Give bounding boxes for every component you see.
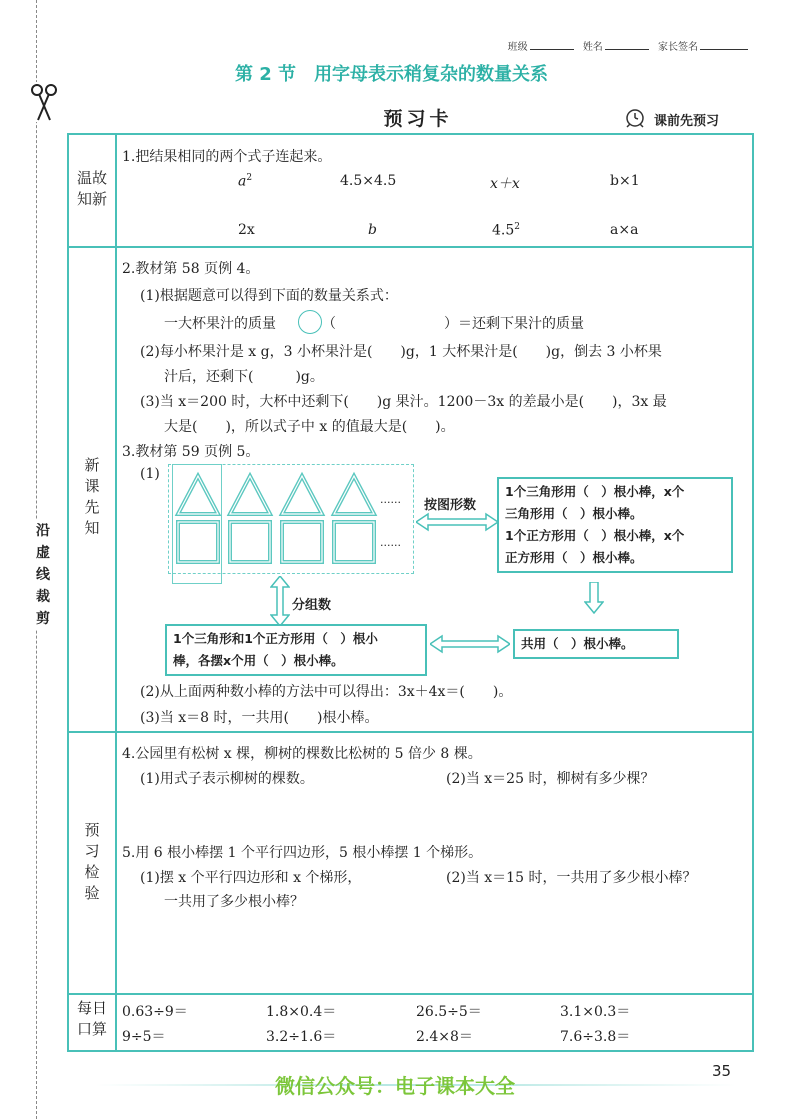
calc-item[interactable]: 7.6÷3.8＝ [560, 1029, 631, 1045]
class-blank[interactable] [530, 49, 574, 50]
expr-a-times-a[interactable]: a×a [610, 222, 639, 238]
triangle-2 [230, 476, 270, 514]
class-label: 班级 [507, 42, 528, 53]
question-2-1: (1)根据题意可以得到下面的数量关系式： [140, 288, 398, 304]
eq-paren-open[interactable]: （ [322, 316, 336, 332]
count-by-shape-box: 1个三角形用（ ）根小棒，x个 三角形用（ ）根小棒。 1个正方形用（ ）根小棒，x个 正方形用（ ）根小棒。 [497, 477, 733, 573]
name-blank[interactable] [605, 49, 649, 50]
question-2-3-line1: (3)当 x＝200 时，大杯中还剩下( )g 果汁。1200－3x 的差最小是( )，3x 最 [140, 394, 667, 410]
expr-2x[interactable]: 2x [238, 222, 255, 238]
arrow-label-by-group: 分组数 [292, 598, 332, 613]
question-5-2: (2)当 x＝15 时，一共用了多少根小棒？ [446, 870, 697, 886]
parent-signature-label: 家长签名 [658, 42, 698, 53]
ellipsis-bottom: ...... [380, 536, 401, 549]
question-5: 5.用 6 根小棒摆 1 个平行四边形，5 根小棒摆 1 个梯形。 [122, 845, 483, 861]
question-2-2-line1: (2)每小杯果汁是 x g，3 小杯果汁是( )g，1 大杯果汁是( )g，倒去 3 小杯果 [140, 344, 662, 360]
row-divider [67, 993, 752, 995]
card-title: 预习卡 [383, 108, 453, 130]
triangle-3 [282, 476, 322, 514]
preview-label: 课前先预习 [654, 114, 720, 129]
parent-signature-blank[interactable] [700, 49, 748, 50]
calc-item[interactable]: 26.5÷5＝ [416, 1004, 482, 1020]
triangles-and-squares-figure [170, 470, 390, 570]
alarm-clock-icon [622, 105, 652, 133]
page-number: 35 [712, 1062, 732, 1080]
review-section-label: 温故 知新 [76, 169, 107, 208]
question-3: 3.教材第 59 页例 5。 [122, 444, 260, 460]
calc-item[interactable]: 2.4×8＝ [416, 1029, 473, 1045]
question-4-1: (1)用式子表示柳树的棵数。 [140, 771, 314, 787]
expr-a-squared[interactable]: $a^2$ [238, 173, 253, 190]
count-by-group-box: 1个三角形和1个正方形用（ ）根小 棒，各摆x个用（ ）根小棒。 [165, 624, 427, 676]
expr-b[interactable]: b [368, 222, 377, 238]
operator-circle-blank[interactable] [298, 310, 322, 334]
expr-b-times-1[interactable]: b×1 [610, 173, 640, 189]
expr-4-5-times-4-5[interactable]: 4.5×4.5 [340, 173, 397, 189]
triangle-1 [178, 476, 218, 514]
question-2-3-line2: 大是( )，所以式子中 x 的值最大是( )。 [164, 419, 455, 435]
arrow-label-by-shape: 按图形数 [424, 498, 477, 513]
question-3-1: (1) [140, 466, 160, 482]
vertical-double-arrow-icon [270, 576, 290, 626]
calc-item[interactable]: 3.2÷1.6＝ [266, 1029, 337, 1045]
calc-item[interactable]: 3.1×0.3＝ [560, 1004, 631, 1020]
label-column-divider [115, 133, 117, 1050]
question-5-1-line2: 一共用了多少根小棒？ [164, 894, 304, 910]
question-1: 1.把结果相同的两个式子连起来。 [122, 149, 332, 165]
question-3-2: (2)从上面两种数小棒的方法中可以得出：3x＋4x＝( )。 [140, 684, 513, 700]
question-2-2-line2: 汁后，还剩下( )g。 [164, 369, 324, 385]
question-5-1-line1: (1)摆 x 个平行四边形和 x 个梯形， [140, 870, 362, 886]
expr-x-plus-x[interactable]: x＋x [490, 176, 520, 192]
daily-calc-section-label: 每日 口算 [76, 999, 107, 1038]
row-divider [67, 246, 752, 248]
eq-left: 一大杯果汁的质量 [164, 316, 276, 332]
new-lesson-section-label: 新 课 先 知 [84, 456, 100, 537]
double-arrow-icon [416, 512, 498, 532]
square-1 [178, 522, 218, 562]
calc-item[interactable]: 1.8×0.4＝ [266, 1004, 337, 1020]
question-4: 4.公园里有松树 x 棵，柳树的棵数比松树的 5 倍少 8 棵。 [122, 746, 482, 762]
square-2 [230, 522, 270, 562]
question-2: 2.教材第 58 页例 4。 [122, 261, 260, 277]
total-sticks-box: 共用（ ）根小棒。 [513, 629, 679, 659]
section-title: 第 2 节 用字母表示稍复杂的数量关系 [235, 64, 549, 85]
question-4-2: (2)当 x＝25 时，柳树有多少棵？ [446, 771, 655, 787]
footer-watermark: 微信公众号：电子课本大全 [275, 1074, 515, 1098]
calc-item[interactable]: 0.63÷9＝ [122, 1004, 188, 1020]
student-info-line [506, 38, 752, 53]
triangle-4 [334, 476, 374, 514]
square-3 [282, 522, 322, 562]
cut-along-line-label: 沿 虚 线 裁 剪 [32, 520, 54, 630]
answer-area-q4[interactable] [140, 790, 740, 834]
scissors-icon [28, 82, 60, 122]
eq-right: ）＝还剩下果汁的质量 [444, 316, 584, 332]
answer-area-q5[interactable] [140, 915, 740, 985]
question-3-3: (3)当 x＝8 时，一共用( )根小棒。 [140, 710, 379, 726]
double-arrow-icon [430, 634, 510, 654]
check-section-label: 预 习 检 验 [84, 821, 100, 902]
square-4 [334, 522, 374, 562]
down-arrow-icon [584, 582, 604, 614]
name-label: 姓名 [582, 42, 603, 53]
expr-4-5-squared[interactable]: $4.5^2$ [492, 222, 520, 239]
ellipsis-top: ...... [380, 493, 401, 506]
row-divider [67, 731, 752, 733]
calc-item[interactable]: 9÷5＝ [122, 1029, 166, 1045]
